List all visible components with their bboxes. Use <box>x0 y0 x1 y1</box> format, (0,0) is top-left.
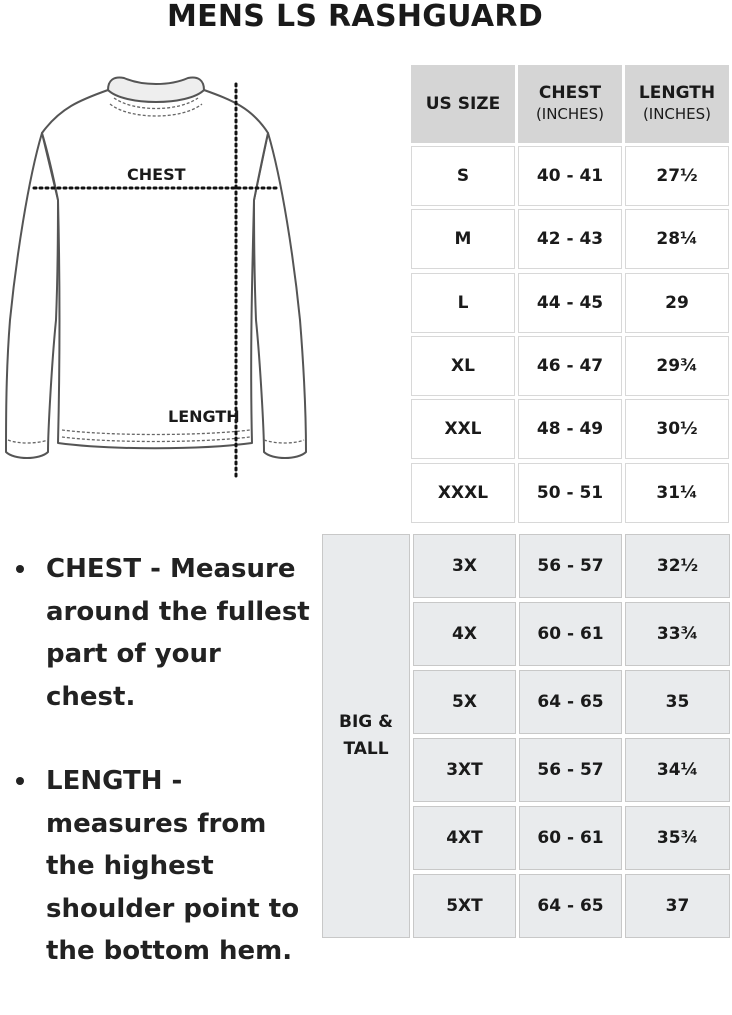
length-measure-label: LENGTH <box>168 407 240 426</box>
chest-cell: 40 - 41 <box>518 146 622 206</box>
length-cell: 32½ <box>625 534 730 598</box>
page-title: MENS LS RASHGUARD <box>166 0 544 34</box>
chest-cell: 46 - 47 <box>518 336 622 396</box>
header-label: LENGTH <box>638 83 716 103</box>
chest-cell: 60 - 61 <box>519 806 622 870</box>
size-cell: XXXL <box>411 463 515 523</box>
chest-cell: 64 - 65 <box>519 670 622 734</box>
length-cell: 35 <box>625 670 730 734</box>
size-cell: 3X <box>413 534 516 598</box>
size-cell: M <box>411 209 515 269</box>
header-unit: (INCHES) <box>535 105 605 123</box>
bullet-icon <box>16 565 24 573</box>
length-cell: 29 <box>625 273 729 333</box>
length-cell: 34¼ <box>625 738 730 802</box>
big-tall-line2: TALL <box>343 739 389 759</box>
length-cell: 29¾ <box>625 336 729 396</box>
note-text: LENGTH - measures from the highest shoulder point to the bottom hem. <box>46 766 300 966</box>
size-cell: 4X <box>413 602 516 666</box>
long-sleeve-shirt-icon <box>0 70 312 490</box>
chest-cell: 60 - 61 <box>519 602 622 666</box>
chest-cell: 48 - 49 <box>518 399 622 459</box>
chest-cell: 56 - 57 <box>519 738 622 802</box>
note-text: CHEST - Measure around the fullest part of your chest. <box>46 554 310 712</box>
length-cell: 28¼ <box>625 209 729 269</box>
big-tall-group-label <box>322 534 410 938</box>
size-cell: 5X <box>413 670 516 734</box>
size-cell: L <box>411 273 515 333</box>
size-cell: 5XT <box>413 874 516 938</box>
bullet-icon <box>16 777 24 785</box>
length-cell: 31¼ <box>625 463 729 523</box>
chest-cell: 42 - 43 <box>518 209 622 269</box>
measurement-notes <box>14 548 314 1015</box>
header-chest <box>518 65 622 143</box>
length-cell: 27½ <box>625 146 729 206</box>
length-cell: 37 <box>625 874 730 938</box>
chest-measure-label: CHEST <box>127 165 186 184</box>
header-unit: (INCHES) <box>642 105 712 123</box>
header-us-size <box>411 65 515 143</box>
chest-cell: 64 - 65 <box>519 874 622 938</box>
size-cell: S <box>411 146 515 206</box>
header-label: CHEST <box>538 83 602 103</box>
size-cell: XL <box>411 336 515 396</box>
chest-cell: 56 - 57 <box>519 534 622 598</box>
chest-cell: 50 - 51 <box>518 463 622 523</box>
length-cell: 35¾ <box>625 806 730 870</box>
length-cell: 33¾ <box>625 602 730 666</box>
length-cell: 30½ <box>625 399 729 459</box>
size-cell: XXL <box>411 399 515 459</box>
note-item <box>14 548 314 718</box>
header-label: US SIZE <box>425 93 501 114</box>
size-cell: 3XT <box>413 738 516 802</box>
chest-cell: 44 - 45 <box>518 273 622 333</box>
size-cell: 4XT <box>413 806 516 870</box>
header-length <box>625 65 729 143</box>
big-tall-line1: BIG & <box>339 712 393 732</box>
